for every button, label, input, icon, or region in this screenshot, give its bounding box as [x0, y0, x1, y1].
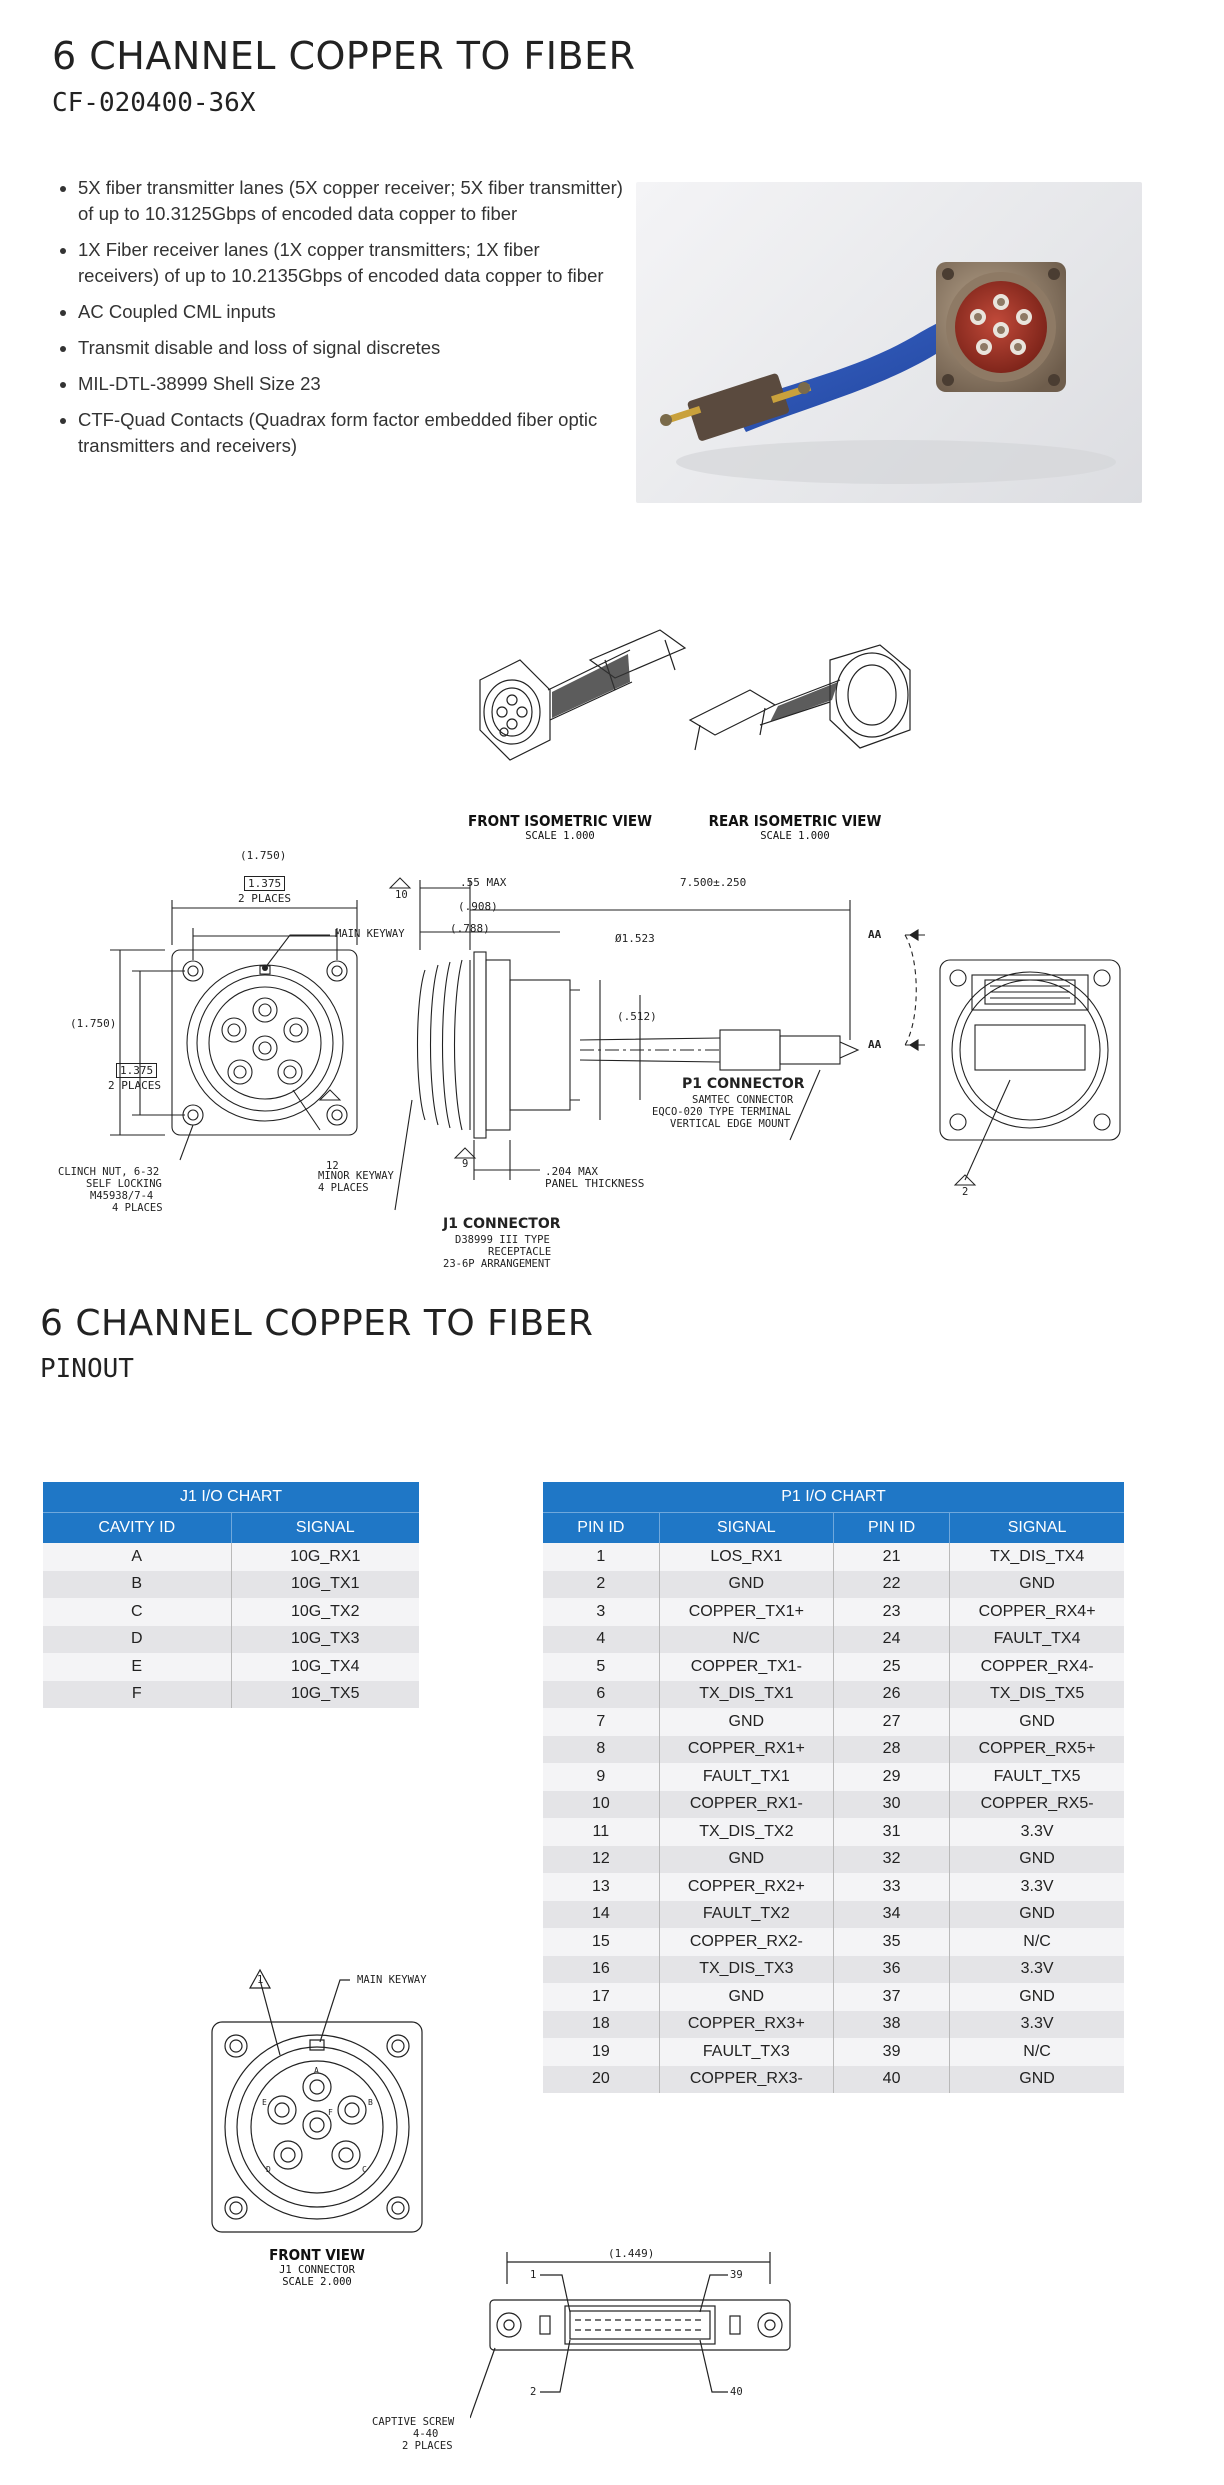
p1-pin-40: 40	[730, 2386, 743, 2398]
p1-col-signal-1: SIGNAL	[659, 1513, 833, 1544]
pin-id-cell: 18	[543, 2011, 659, 2039]
rear-flange-outline	[940, 960, 1120, 1140]
signal-cell: GND	[950, 1901, 1124, 1929]
cavity-id-cell: D	[43, 1626, 231, 1654]
p1-col-signal-2: SIGNAL	[950, 1513, 1124, 1544]
signal-cell: GND	[659, 1708, 833, 1736]
p1-pin-1: 1	[530, 2269, 537, 2281]
p1-screw-3: 2 PLACES	[402, 2440, 453, 2452]
signal-cell: 3.3V	[950, 2011, 1124, 2039]
note-clinch-4: 4 PLACES	[112, 1202, 163, 1214]
note-p1-title: P1 CONNECTOR	[682, 1076, 805, 1092]
signal-cell: COPPER_RX2-	[659, 1928, 833, 1956]
table-row	[543, 2038, 1124, 2066]
signal-cell: COPPER_RX4+	[950, 1598, 1124, 1626]
pin-id-cell: 1	[543, 1543, 659, 1571]
table-row	[543, 1791, 1124, 1819]
signal-cell: GND	[950, 1846, 1124, 1874]
signal-cell: COPPER_RX4-	[950, 1653, 1124, 1681]
dim-places-top-note: 2 PLACES	[238, 892, 291, 905]
table-row	[43, 1598, 419, 1626]
note-main-keyway: MAIN KEYWAY	[335, 928, 405, 940]
pin-id-cell: 9	[543, 1763, 659, 1791]
pin-id-cell: 40	[833, 2066, 949, 2094]
table-row	[43, 1681, 419, 1709]
signal-cell: GND	[659, 1983, 833, 2011]
pin-id-cell: 6	[543, 1681, 659, 1709]
cavity-label-d: D	[266, 2165, 271, 2174]
table-row	[43, 1571, 419, 1599]
rear-isometric-drawing	[680, 640, 940, 800]
note-clinch-3: M45938/7-4	[90, 1190, 154, 1202]
rear-iso-caption	[690, 812, 900, 842]
pin-id-cell: 11	[543, 1818, 659, 1846]
signal-cell: 3.3V	[950, 1956, 1124, 1984]
note-p1-3: VERTICAL EDGE MOUNT	[670, 1118, 791, 1130]
j1-io-chart	[43, 1482, 419, 1708]
j1-front-view-drawing	[200, 1960, 440, 2250]
dim-places-left-note: 2 PLACES	[108, 1079, 161, 1092]
table-row	[43, 1626, 419, 1654]
signal-cell: N/C	[950, 1928, 1124, 1956]
signal-cell: FAULT_TX4	[950, 1626, 1124, 1654]
signal-cell: COPPER_RX5+	[950, 1736, 1124, 1764]
pin-id-cell: 14	[543, 1901, 659, 1929]
table-row	[43, 1543, 419, 1571]
note-j1-1: D38999 III TYPE	[455, 1234, 550, 1246]
pin-id-cell: 4	[543, 1626, 659, 1654]
callout-10: 10	[395, 889, 408, 901]
pin-id-cell: 39	[833, 2038, 949, 2066]
p1-pin-39: 39	[730, 2269, 743, 2281]
signal-cell: FAULT_TX5	[950, 1763, 1124, 1791]
cavity-label-f: F	[328, 2108, 333, 2117]
pin-id-cell: 2	[543, 1571, 659, 1599]
signal-cell: FAULT_TX1	[659, 1763, 833, 1791]
feature-item: • 1X Fiber receiver lanes (1X copper transmitters; 1X fiber receivers) of up to 10.2135Gbps of encoded data copper to fiber	[78, 237, 623, 289]
pin-id-cell: 13	[543, 1873, 659, 1901]
pin-id-cell: 3	[543, 1598, 659, 1626]
aa-marker-top: AA	[868, 928, 882, 941]
pin-id-cell: 27	[833, 1708, 949, 1736]
signal-cell: COPPER_RX3+	[659, 2011, 833, 2039]
signal-cell: GND	[659, 1571, 833, 1599]
part-number: CF-020400-36X	[52, 88, 256, 118]
signal-cell: 10G_TX5	[231, 1681, 419, 1709]
p1-io-chart	[543, 1482, 1124, 2093]
cavity-id-cell: A	[43, 1543, 231, 1571]
signal-cell: COPPER_TX1-	[659, 1653, 833, 1681]
fv-main-keyway: MAIN KEYWAY	[357, 1974, 427, 1986]
signal-cell: FAULT_TX2	[659, 1901, 833, 1929]
dim-places-left: 1.375	[116, 1063, 157, 1078]
dim-55-max: .55 MAX	[460, 876, 507, 889]
signal-cell: COPPER_RX1+	[659, 1736, 833, 1764]
note-minor-keyway: MINOR KEYWAY	[318, 1170, 394, 1182]
pin-id-cell: 23	[833, 1598, 949, 1626]
note-clinch-2: SELF LOCKING	[86, 1178, 162, 1190]
pin-id-cell: 35	[833, 1928, 949, 1956]
callout-2: 2	[962, 1186, 969, 1198]
signal-cell: TX_DIS_TX4	[950, 1543, 1124, 1571]
pin-id-cell: 15	[543, 1928, 659, 1956]
feature-item: • MIL-DTL-38999 Shell Size 23	[78, 371, 623, 397]
table-row	[543, 1571, 1124, 1599]
pin-id-cell: 10	[543, 1791, 659, 1819]
table-row	[543, 1543, 1124, 1571]
p1-screw-2: 4-40	[413, 2428, 439, 2440]
signal-cell: 3.3V	[950, 1873, 1124, 1901]
rear-iso-title: REAR ISOMETRIC VIEW	[708, 812, 882, 830]
callout-12: 12	[326, 1160, 339, 1172]
signal-cell: 10G_TX1	[231, 1571, 419, 1599]
front-iso-scale: SCALE 1.000	[525, 830, 595, 842]
table-row	[543, 1708, 1124, 1736]
j1-col-cavity: CAVITY ID	[43, 1513, 231, 1544]
signal-cell: COPPER_RX5-	[950, 1791, 1124, 1819]
cavity-id-cell: B	[43, 1571, 231, 1599]
signal-cell: N/C	[659, 1626, 833, 1654]
p1-chart-title: P1 I/O CHART	[543, 1482, 1124, 1513]
dim-length: 7.500±.250	[680, 876, 747, 889]
signal-cell: COPPER_RX3-	[659, 2066, 833, 2094]
pin-id-cell: 28	[833, 1736, 949, 1764]
j1-chart-body	[43, 1543, 419, 1708]
pin-id-cell: 36	[833, 1956, 949, 1984]
feature-list	[52, 175, 623, 469]
signal-cell: GND	[950, 2066, 1124, 2094]
product-photo	[636, 182, 1142, 503]
note-p1-1: SAMTEC CONNECTOR	[692, 1094, 794, 1106]
signal-cell: 10G_TX3	[231, 1626, 419, 1654]
pin-id-cell: 32	[833, 1846, 949, 1874]
dim-908: (.908)	[458, 900, 498, 913]
signal-cell: 10G_TX2	[231, 1598, 419, 1626]
fv-caption	[222, 2246, 412, 2288]
pin-id-cell: 16	[543, 1956, 659, 1984]
pinout-subtitle: PINOUT	[40, 1354, 134, 1384]
pin-id-cell: 31	[833, 1818, 949, 1846]
p1-screw-1: CAPTIVE SCREW	[372, 2416, 455, 2428]
pin-id-cell: 20	[543, 2066, 659, 2094]
signal-cell: GND	[950, 1571, 1124, 1599]
feature-item: • 5X fiber transmitter lanes (5X copper receiver; 5X fiber transmitter) of up to 10.3125Gbps of encoded data copper to fiber	[78, 175, 623, 227]
pin-id-cell: 37	[833, 1983, 949, 2011]
front-isometric-drawing	[440, 620, 700, 815]
table-row	[543, 1956, 1124, 1984]
callout-9: 9	[462, 1158, 469, 1170]
table-row	[543, 1763, 1124, 1791]
pin-id-cell: 33	[833, 1873, 949, 1901]
pin-id-cell: 25	[833, 1653, 949, 1681]
pin-id-cell: 12	[543, 1846, 659, 1874]
signal-cell: 10G_RX1	[231, 1543, 419, 1571]
signal-cell: GND	[659, 1846, 833, 1874]
cavity-label-c: C	[362, 2165, 367, 2174]
signal-cell: FAULT_TX3	[659, 2038, 833, 2066]
front-iso-title: FRONT ISOMETRIC VIEW	[468, 812, 652, 830]
table-row	[543, 1653, 1124, 1681]
fv-sub1: J1 CONNECTOR	[279, 2264, 355, 2276]
signal-cell: TX_DIS_TX2	[659, 1818, 833, 1846]
product-photo-illustration	[636, 182, 1142, 503]
signal-cell: COPPER_RX1-	[659, 1791, 833, 1819]
signal-cell: 3.3V	[950, 1818, 1124, 1846]
table-row	[543, 2011, 1124, 2039]
table-row	[543, 1626, 1124, 1654]
dim-height-left: (1.750)	[70, 1017, 117, 1030]
cavity-label-a: A	[314, 2066, 319, 2075]
feature-item: • Transmit disable and loss of signal discretes	[78, 335, 623, 361]
table-row	[43, 1653, 419, 1681]
pin-id-cell: 34	[833, 1901, 949, 1929]
p1-col-pin-1: PIN ID	[543, 1513, 659, 1544]
signal-cell: GND	[950, 1708, 1124, 1736]
table-row	[543, 1598, 1124, 1626]
pin-id-cell: 26	[833, 1681, 949, 1709]
table-row	[543, 1873, 1124, 1901]
j1-col-signal: SIGNAL	[231, 1513, 419, 1544]
dim-diameter: Ø1.523	[615, 932, 655, 945]
j1-connector-photo	[936, 262, 1066, 392]
dim-width-top: (1.750)	[240, 849, 287, 862]
pin-id-cell: 7	[543, 1708, 659, 1736]
rear-iso-scale: SCALE 1.000	[760, 830, 830, 842]
pin-id-cell: 21	[833, 1543, 949, 1571]
j1-chart-title: J1 I/O CHART	[43, 1482, 419, 1513]
table-row	[543, 1901, 1124, 1929]
note-minor-keyway-places: 4 PLACES	[318, 1182, 369, 1194]
p1-chart-body	[543, 1543, 1124, 2093]
front-iso-caption	[455, 812, 665, 842]
dim-panel-note: PANEL THICKNESS	[545, 1177, 645, 1190]
pin-id-cell: 8	[543, 1736, 659, 1764]
pin-id-cell: 19	[543, 2038, 659, 2066]
cavity-id-cell: F	[43, 1681, 231, 1709]
feature-item: • CTF-Quad Contacts (Quadrax form factor embedded fiber optic transmitters and receivers)	[78, 407, 623, 459]
note-j1-2: RECEPTACLE	[488, 1246, 552, 1258]
feature-item: • AC Coupled CML inputs	[78, 299, 623, 325]
note-clinch-1: CLINCH NUT, 6-32	[58, 1166, 160, 1178]
p1-dim: (1.449)	[608, 2247, 655, 2260]
signal-cell: TX_DIS_TX1	[659, 1681, 833, 1709]
pin-id-cell: 5	[543, 1653, 659, 1681]
dim-512: (.512)	[617, 1010, 657, 1023]
pin-id-cell: 29	[833, 1763, 949, 1791]
pin-id-cell: 24	[833, 1626, 949, 1654]
signal-cell: 10G_TX4	[231, 1653, 419, 1681]
dim-places-top: 1.375	[244, 876, 285, 891]
signal-cell: GND	[950, 1983, 1124, 2011]
dimensioned-drawing	[0, 840, 1224, 1280]
pin-id-cell: 17	[543, 1983, 659, 2011]
signal-cell: N/C	[950, 2038, 1124, 2066]
table-row	[543, 1681, 1124, 1709]
cavity-label-e: E	[262, 2098, 267, 2107]
table-row	[543, 1818, 1124, 1846]
note-p1-2: EQCO-020 TYPE TERMINAL	[652, 1106, 792, 1118]
pin-id-cell: 30	[833, 1791, 949, 1819]
fv-title: FRONT VIEW	[269, 2246, 365, 2264]
table-row	[543, 1928, 1124, 1956]
signal-cell: COPPER_RX2+	[659, 1873, 833, 1901]
cavity-id-cell: E	[43, 1653, 231, 1681]
note-j1-3: 23-6P ARRANGEMENT	[443, 1258, 551, 1270]
page-title: 6 CHANNEL COPPER TO FIBER	[52, 34, 636, 78]
dim-788: (.788)	[450, 922, 490, 935]
p1-col-pin-2: PIN ID	[833, 1513, 949, 1544]
signal-cell: LOS_RX1	[659, 1543, 833, 1571]
signal-cell: TX_DIS_TX5	[950, 1681, 1124, 1709]
p1-pin-2: 2	[530, 2386, 537, 2398]
table-row	[543, 1846, 1124, 1874]
cavity-id-cell: C	[43, 1598, 231, 1626]
pin-id-cell: 38	[833, 2011, 949, 2039]
dim-panel: .204 MAX	[545, 1165, 598, 1178]
p1-connector-drawing	[470, 2240, 810, 2440]
aa-marker-bottom: AA	[868, 1038, 882, 1051]
signal-cell: COPPER_TX1+	[659, 1598, 833, 1626]
pinout-title: 6 CHANNEL COPPER TO FIBER	[40, 1303, 594, 1344]
fv-callout-1: 1	[257, 1974, 264, 1986]
cavity-label-b: B	[368, 2098, 373, 2107]
note-j1-title: J1 CONNECTOR	[443, 1216, 561, 1232]
fv-sub2: SCALE 2.000	[282, 2276, 352, 2288]
table-row	[543, 1736, 1124, 1764]
pin-id-cell: 22	[833, 1571, 949, 1599]
table-row	[543, 1983, 1124, 2011]
table-row	[543, 2066, 1124, 2094]
signal-cell: TX_DIS_TX3	[659, 1956, 833, 1984]
